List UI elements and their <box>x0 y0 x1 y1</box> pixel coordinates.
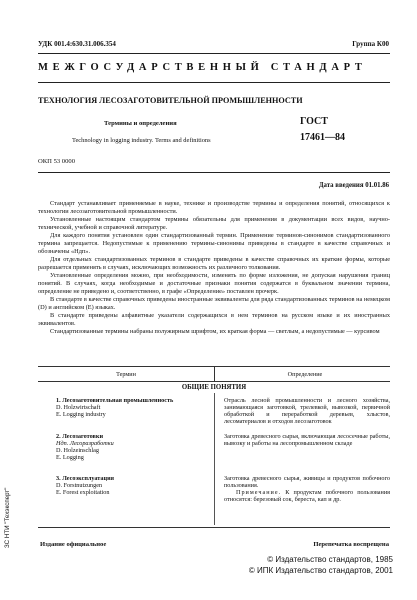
term-name: 2. Лесозаготовки <box>56 433 104 440</box>
column-divider <box>214 393 215 525</box>
term-name: 3. Лесоэксплуатация <box>56 475 114 482</box>
term-german: D. Holzwirtschaft <box>56 404 101 411</box>
note-text: К продуктам побочного пользования относятся: березовый сок, береста, кап и др. <box>224 489 391 503</box>
terms-table <box>38 366 390 528</box>
table-row-definition: Заготовка древесного сырья, включающая лесосечные работы, вывозку и работы на лесопромышленном складе <box>224 433 390 447</box>
copyright-line-1: © Издательство стандартов, 1985 <box>267 555 393 564</box>
heading-rule <box>38 82 390 83</box>
paragraph: Установленные определения можно, при необходимости, изменять по форме изложения, не допуская нарушения границ понятий. В случаях, когда необходимые и достаточные признаки понятия содержатся в буквальном значении термина, определение не приведено и, соответственно, в графе «Определение» поставлен прочерк. <box>38 272 390 295</box>
paragraph: Для каждого понятия установлен один стандартизованный термин. Применение терминов-синонимов стандартизованного термина запрещается. Недопустимые к применению термины-синонимы приведены в стандарте в качестве справочных и обозначены «Ндп». <box>38 232 390 255</box>
column-header-definition: Определение <box>287 371 323 378</box>
date-introduced: Дата введения 01.01.86 <box>318 182 389 189</box>
term-english: E. Forest exploitation <box>56 489 110 496</box>
term-name: 1. Лесозаготовительная промышленность <box>56 397 174 404</box>
reprint-prohibited-label: Перепечатка воспрещена <box>313 541 389 548</box>
side-watermark: ЗС НТИ "Техэксперт" <box>4 487 11 548</box>
gost-label: ГОСТ <box>300 116 328 127</box>
table-row-definition: Отрасль лесной промышленности и лесного хозяйства, занимающаяся заготовкой, трелевкой, вывозкой, первичной обработкой и переработкой деревьев, хлыстов, лесоматериалов и отходов лесозаготовок <box>224 397 390 425</box>
group-code: Группа К00 <box>352 40 389 48</box>
okp-code: ОКП 53 0000 <box>38 158 75 165</box>
top-rule <box>38 53 390 54</box>
paragraph: Установленные настоящим стандартом термины обязательны для применения в документации всех видов, научно-технической, учебной и справочной литературе. <box>38 216 390 231</box>
paragraph: В стандарте приведены алфавитные указатели содержащихся в нем терминов на русском языке и их иностранных эквивалентов. <box>38 312 390 327</box>
paragraph: Стандарт устанавливает применяемые в науке, технике и производстве термины и определения понятий, относящихся к технологии лесозаготовительной промышленности. <box>38 200 390 215</box>
document-subtitle-english: Technology in logging industry. Terms and definitions <box>72 137 211 144</box>
document-title: ТЕХНОЛОГИЯ ЛЕСОЗАГОТОВИТЕЛЬНОЙ ПРОМЫШЛЕННОСТИ <box>38 96 303 105</box>
term-german: D. Holzeinschlag <box>56 447 99 454</box>
table-row-term <box>56 475 211 496</box>
term-german: D. Forstnutzungen <box>56 482 103 489</box>
gost-number: 17461—84 <box>300 132 345 143</box>
standard-type-heading: МЕЖГОСУДАРСТВЕННЫЙ СТАНДАРТ <box>38 62 367 73</box>
definition-text: Заготовка древесного сырья, живицы и продуктов побочного пользования. <box>224 475 390 489</box>
table-row-term <box>56 433 211 461</box>
note-label: Примечание. <box>236 489 282 496</box>
term-english: E. Logging industry <box>56 411 106 418</box>
section-heading: ОБЩИЕ ПОНЯТИЯ <box>181 384 247 391</box>
copyright-line-2: © ИПК Издательство стандартов, 2001 <box>248 566 393 575</box>
definition-note <box>224 489 390 503</box>
term-not-allowed: Ндп. Лесоразработки <box>56 440 114 447</box>
paragraph: Стандартизованные термины набраны полужирным шрифтом, их краткая форма — светлым, а недопустимые — курсивом <box>50 328 380 335</box>
column-divider <box>214 367 215 381</box>
table-row-term <box>56 397 211 418</box>
table-header <box>38 367 390 382</box>
okp-rule <box>38 172 390 173</box>
table-row-definition <box>224 475 390 503</box>
column-header-term: Термин <box>116 371 136 378</box>
paragraph: Для отдельных стандартизованных терминов в стандарте приведены в качестве справочных их краткие формы, которые разрешается применять в случаях, исключающих возможность их различного толкования. <box>38 256 390 271</box>
udk-code: УДК 001.4:630.31.006.354 <box>38 40 116 48</box>
term-english: E. Logging <box>56 454 84 461</box>
paragraph: В стандарте в качестве справочных приведены иностранные эквиваленты для ряда стандартизованных терминов на немецком (D) и английском (E) языках. <box>38 296 390 311</box>
official-edition-label: Издание официальное <box>40 541 107 548</box>
body-text <box>38 200 390 336</box>
document-subtitle: Термины и определения <box>104 120 177 127</box>
